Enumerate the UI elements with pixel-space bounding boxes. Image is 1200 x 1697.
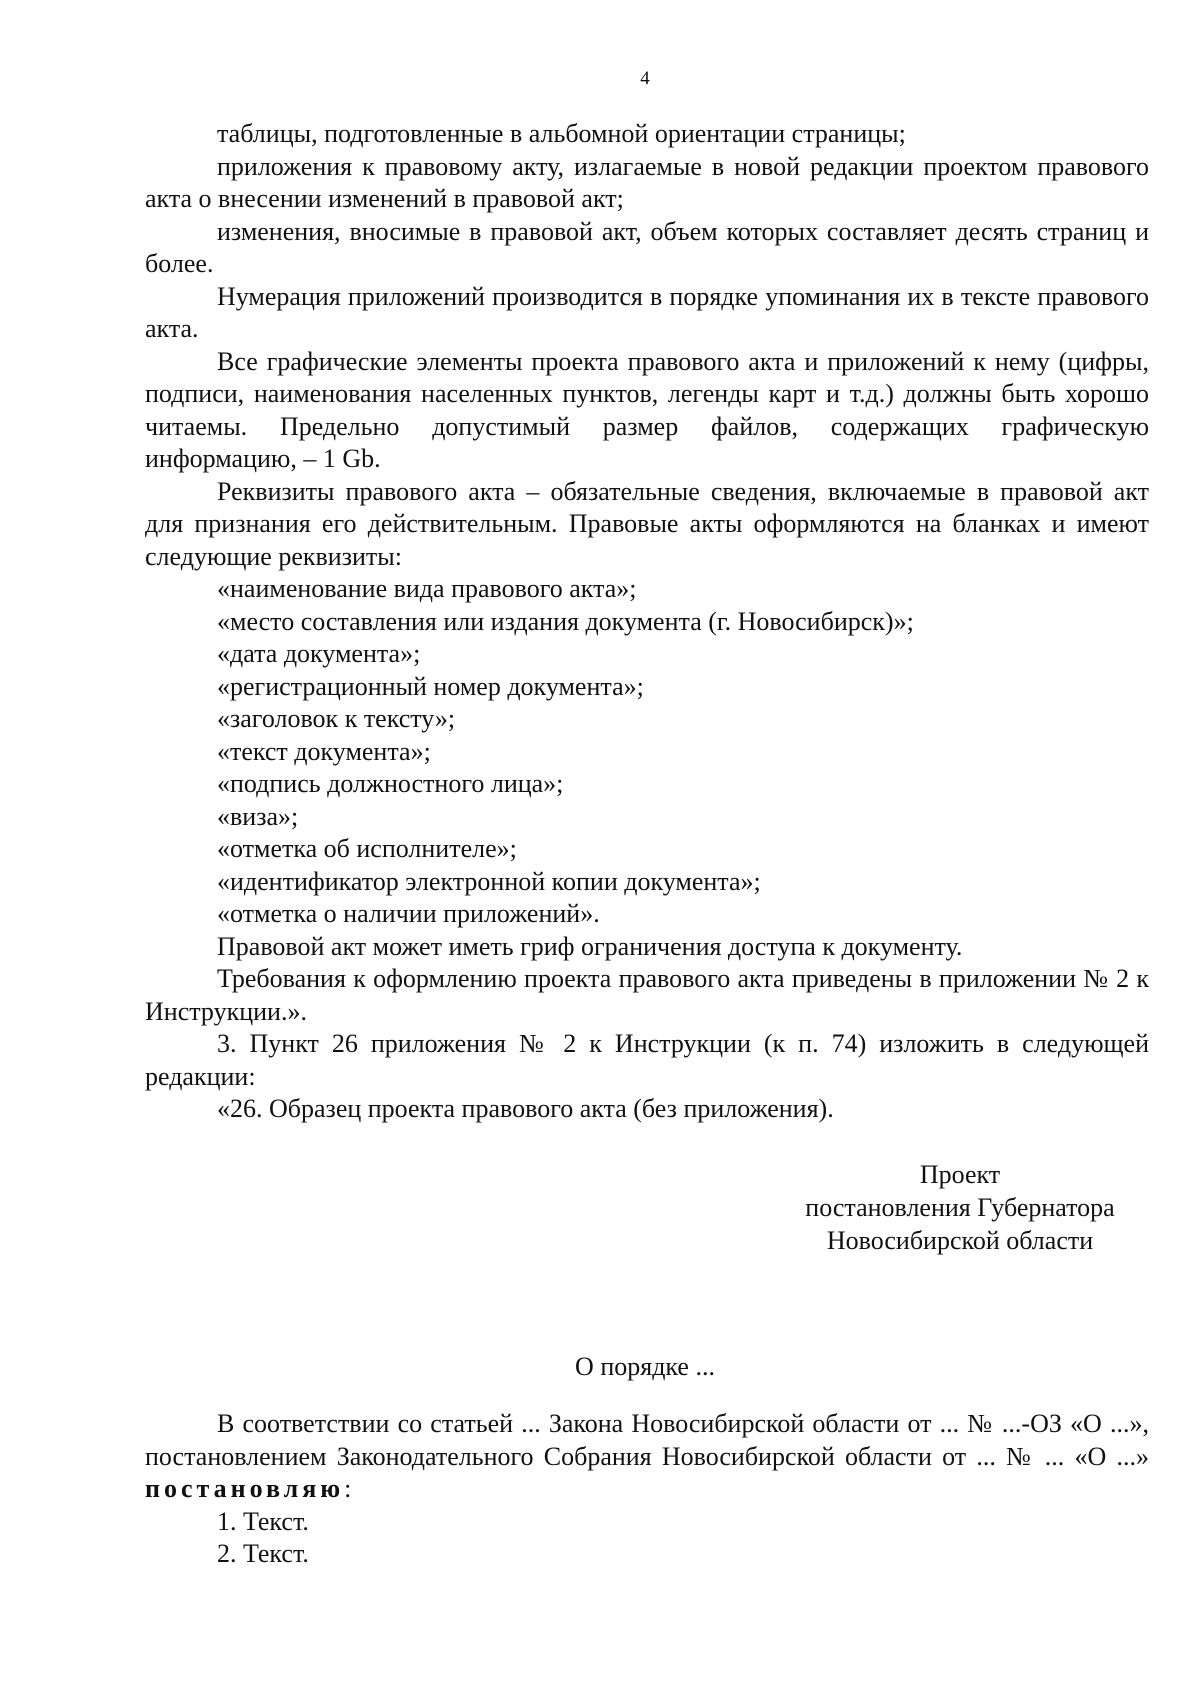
paragraph: таблицы, подготовленные в альбомной ориентации страницы;: [217, 119, 906, 148]
list-item: «отметка об исполнителе»;: [217, 834, 517, 863]
list-item: «дата документа»;: [217, 639, 421, 668]
list-item: «регистрационный номер документа»;: [217, 671, 644, 701]
list-item: «виза»;: [217, 801, 299, 831]
resolve-suffix: :: [344, 1474, 352, 1503]
paragraph: «26. Образец проекта правового акта (без приложения).: [217, 1094, 834, 1123]
document-body: [145, 118, 1149, 1126]
list-item: «заголовок к тексту»;: [217, 704, 456, 733]
page-number: 4: [640, 68, 650, 89]
list-item: «отметка о наличии приложений».: [217, 899, 600, 928]
paragraph: Правовой акт может иметь гриф ограничения доступа к документу.: [217, 931, 963, 961]
list-item: «наименование вида правового акта»;: [217, 574, 637, 603]
draft-stamp: [760, 1158, 1160, 1257]
list-item: «текст документа»;: [217, 736, 431, 766]
paragraph: Нумерация приложений производится в порядке упоминания их в тексте правового акта.: [145, 281, 1149, 343]
paragraph: Все графические элементы проекта правового акта и приложений к нему (цифры, подписи, наименования населенных пунктов, легенды карт и т.д.) должны быть хорошо читаемы. Предельно допустимый размер файлов, содержащих графическую информацию, – 1 Gb.: [145, 346, 1149, 473]
paragraph: изменения, вносимые в правовой акт, объем которых составляет десять страниц и более.: [145, 216, 1149, 278]
sample-title: О порядке ...: [575, 1352, 715, 1381]
list-item: «идентификатор электронной копии документа»;: [217, 866, 761, 896]
paragraph: приложения к правовому акту, излагаемые в новой редакции проектом правового акта о внесении изменений в правовой акт;: [145, 151, 1149, 213]
requisites-list: [145, 573, 1149, 931]
preamble-paragraph: [145, 1408, 1149, 1506]
preamble-text: В соответствии со статьей ... Закона Новосибирской области от ... № ...-ОЗ «О ...», постановлением Законодательного Собрания Новосибирской области от ... № ... «О ...»: [145, 1409, 1149, 1471]
paragraph: 3. Пункт 26 приложения № 2 к Инструкции (к п. 74) изложить в следующей редакции:: [145, 1029, 1149, 1091]
list-item: «место составления или издания документа (г. Новосибирск)»;: [217, 606, 914, 636]
stamp-line: Новосибирской области: [826, 1226, 1094, 1255]
paragraph: Требования к оформлению проекта правового акта приведены в приложении № 2 к Инструкции.».: [145, 964, 1149, 1026]
stamp-line: постановления Губернатора: [805, 1193, 1115, 1222]
list-item: 2. Текст.: [217, 1539, 309, 1568]
paragraph: Реквизиты правового акта – обязательные сведения, включаемые в правовой акт для признания его действительным. Правовые акты оформляются на бланках и имеют следующие реквизиты:: [145, 476, 1149, 571]
stamp-line: Проект: [919, 1160, 1001, 1189]
list-item: «подпись должностного лица»;: [217, 769, 564, 798]
sample-body: [145, 1408, 1149, 1571]
list-item: 1. Текст.: [217, 1506, 309, 1536]
resolve-word: постановляю: [145, 1474, 345, 1503]
